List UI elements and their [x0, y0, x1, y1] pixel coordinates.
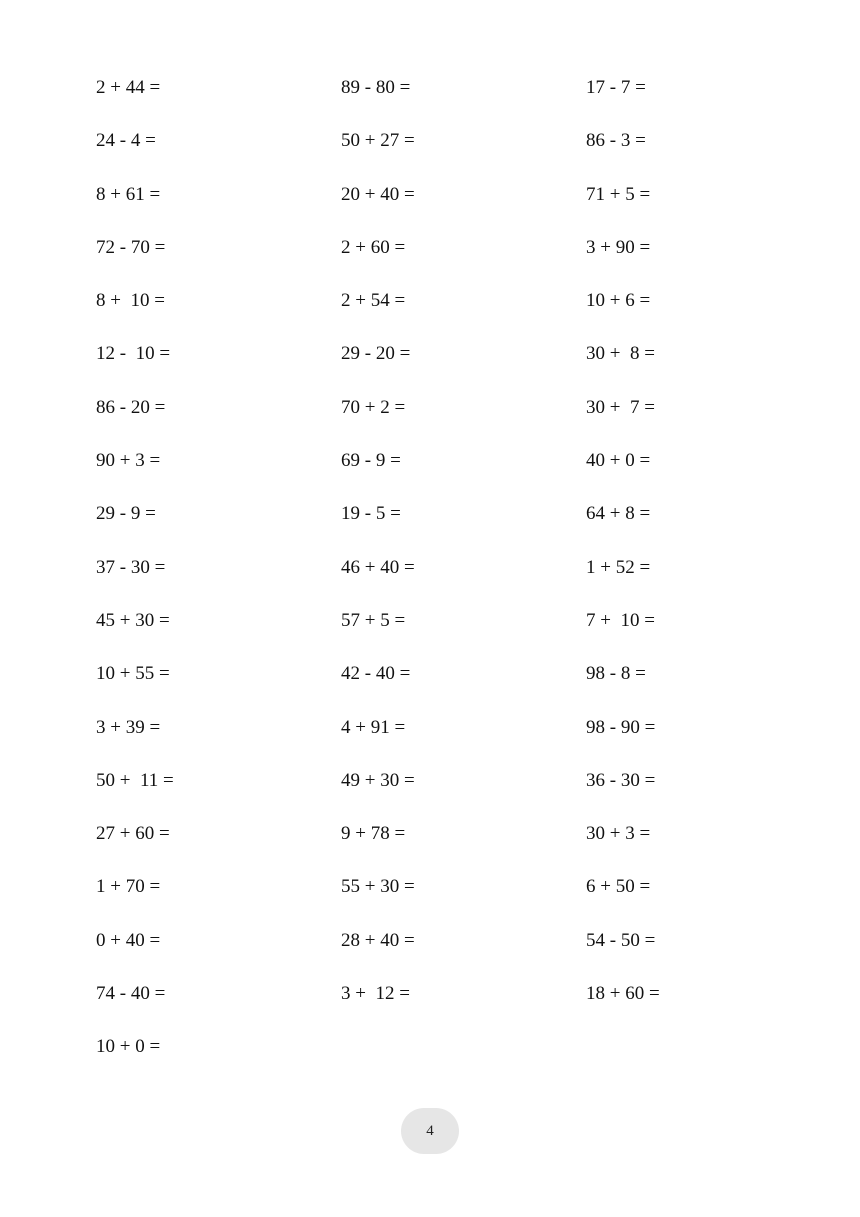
problem-row: [96, 285, 796, 338]
arithmetic-problem: 29 - 9 =: [96, 503, 156, 525]
arithmetic-problem: 57 + 5 =: [341, 609, 406, 631]
arithmetic-problem: 1 + 52 =: [586, 556, 651, 578]
arithmetic-problem: 17 - 7 =: [586, 77, 646, 98]
arithmetic-problem: 49 + 30 =: [341, 769, 415, 791]
arithmetic-problem: 55 + 30 =: [341, 876, 415, 898]
arithmetic-problem: 10 + 55 =: [96, 663, 170, 685]
problem-row: [96, 72, 796, 125]
problem-row: [96, 338, 796, 391]
problem-row: [96, 232, 796, 285]
arithmetic-problem: 10 + 6 =: [586, 290, 651, 312]
problem-row: [96, 818, 796, 871]
problem-row: [96, 179, 796, 232]
problem-row: [96, 765, 796, 818]
arithmetic-problem: 30 + 8 =: [586, 343, 655, 365]
problem-row: [96, 125, 796, 178]
problem-row: [96, 445, 796, 498]
problem-row: [96, 605, 796, 658]
arithmetic-problem: 1 + 70 =: [96, 876, 161, 898]
problem-row: [96, 978, 796, 1031]
arithmetic-problem: 36 - 30 =: [586, 769, 656, 791]
arithmetic-problem: 10 + 0 =: [96, 1036, 161, 1058]
arithmetic-problem: 54 - 50 =: [586, 929, 656, 951]
problem-row: [96, 392, 796, 445]
problem-row: [96, 712, 796, 765]
arithmetic-problem: 29 - 20 =: [341, 343, 411, 365]
arithmetic-problem: 86 - 20 =: [96, 396, 166, 418]
arithmetic-problem: 12 - 10 =: [96, 343, 171, 365]
arithmetic-problem: 90 + 3 =: [96, 450, 161, 472]
arithmetic-problem: 27 + 60 =: [96, 823, 170, 845]
arithmetic-problem: 70 + 2 =: [341, 396, 406, 418]
arithmetic-problem: 3 + 12 =: [341, 983, 410, 1005]
arithmetic-problem: 86 - 3 =: [586, 130, 646, 152]
arithmetic-problem: 98 - 8 =: [586, 663, 646, 685]
arithmetic-problem: 8 + 10 =: [96, 290, 165, 312]
arithmetic-problem: 37 - 30 =: [96, 556, 166, 578]
arithmetic-problem: 2 + 60 =: [341, 236, 406, 258]
arithmetic-problem: 72 - 70 =: [96, 236, 166, 258]
arithmetic-problem: 30 + 7 =: [586, 396, 655, 418]
arithmetic-problem: 9 + 78 =: [341, 823, 406, 845]
problem-row: [96, 658, 796, 711]
arithmetic-problem: 19 - 5 =: [341, 503, 401, 525]
arithmetic-problem: 74 - 40 =: [96, 983, 166, 1005]
arithmetic-problem: 18 + 60 =: [586, 983, 660, 1005]
arithmetic-problem: 69 - 9 =: [341, 450, 401, 472]
arithmetic-problem: 50 + 27 =: [341, 130, 415, 152]
arithmetic-problem: 24 - 4 =: [96, 130, 156, 152]
arithmetic-problem: 2 + 44 =: [96, 77, 161, 98]
arithmetic-problem: 0 + 40 =: [96, 929, 161, 951]
arithmetic-problem: 2 + 54 =: [341, 290, 406, 312]
arithmetic-problem: 8 + 61 =: [96, 183, 161, 205]
arithmetic-problem: 45 + 30 =: [96, 609, 170, 631]
arithmetic-problem: 64 + 8 =: [586, 503, 651, 525]
arithmetic-problem: 20 + 40 =: [341, 183, 415, 205]
page-number-badge: [401, 1108, 459, 1154]
arithmetic-problem: 4 + 91 =: [341, 716, 406, 738]
arithmetic-problem: 42 - 40 =: [341, 663, 411, 685]
problem-row: [96, 1031, 796, 1084]
page-number: 4: [426, 1122, 434, 1139]
arithmetic-problem: 40 + 0 =: [586, 450, 651, 472]
problem-row: [96, 925, 796, 978]
arithmetic-problem: 3 + 90 =: [586, 236, 651, 258]
arithmetic-problem: 46 + 40 =: [341, 556, 415, 578]
arithmetic-problem: 6 + 50 =: [586, 876, 651, 898]
problem-grid: [96, 72, 796, 1085]
problem-row: [96, 871, 796, 924]
arithmetic-problem: 98 - 90 =: [586, 716, 656, 738]
arithmetic-problem: 28 + 40 =: [341, 929, 415, 951]
problem-row: [96, 498, 796, 551]
arithmetic-problem: 71 + 5 =: [586, 183, 651, 205]
arithmetic-problem: 3 + 39 =: [96, 716, 161, 738]
arithmetic-problem: 7 + 10 =: [586, 609, 655, 631]
problem-row: [96, 552, 796, 605]
arithmetic-problem: 30 + 3 =: [586, 823, 651, 845]
arithmetic-problem: 89 - 80 =: [341, 77, 411, 98]
arithmetic-problem: 50 + 11 =: [96, 769, 174, 791]
